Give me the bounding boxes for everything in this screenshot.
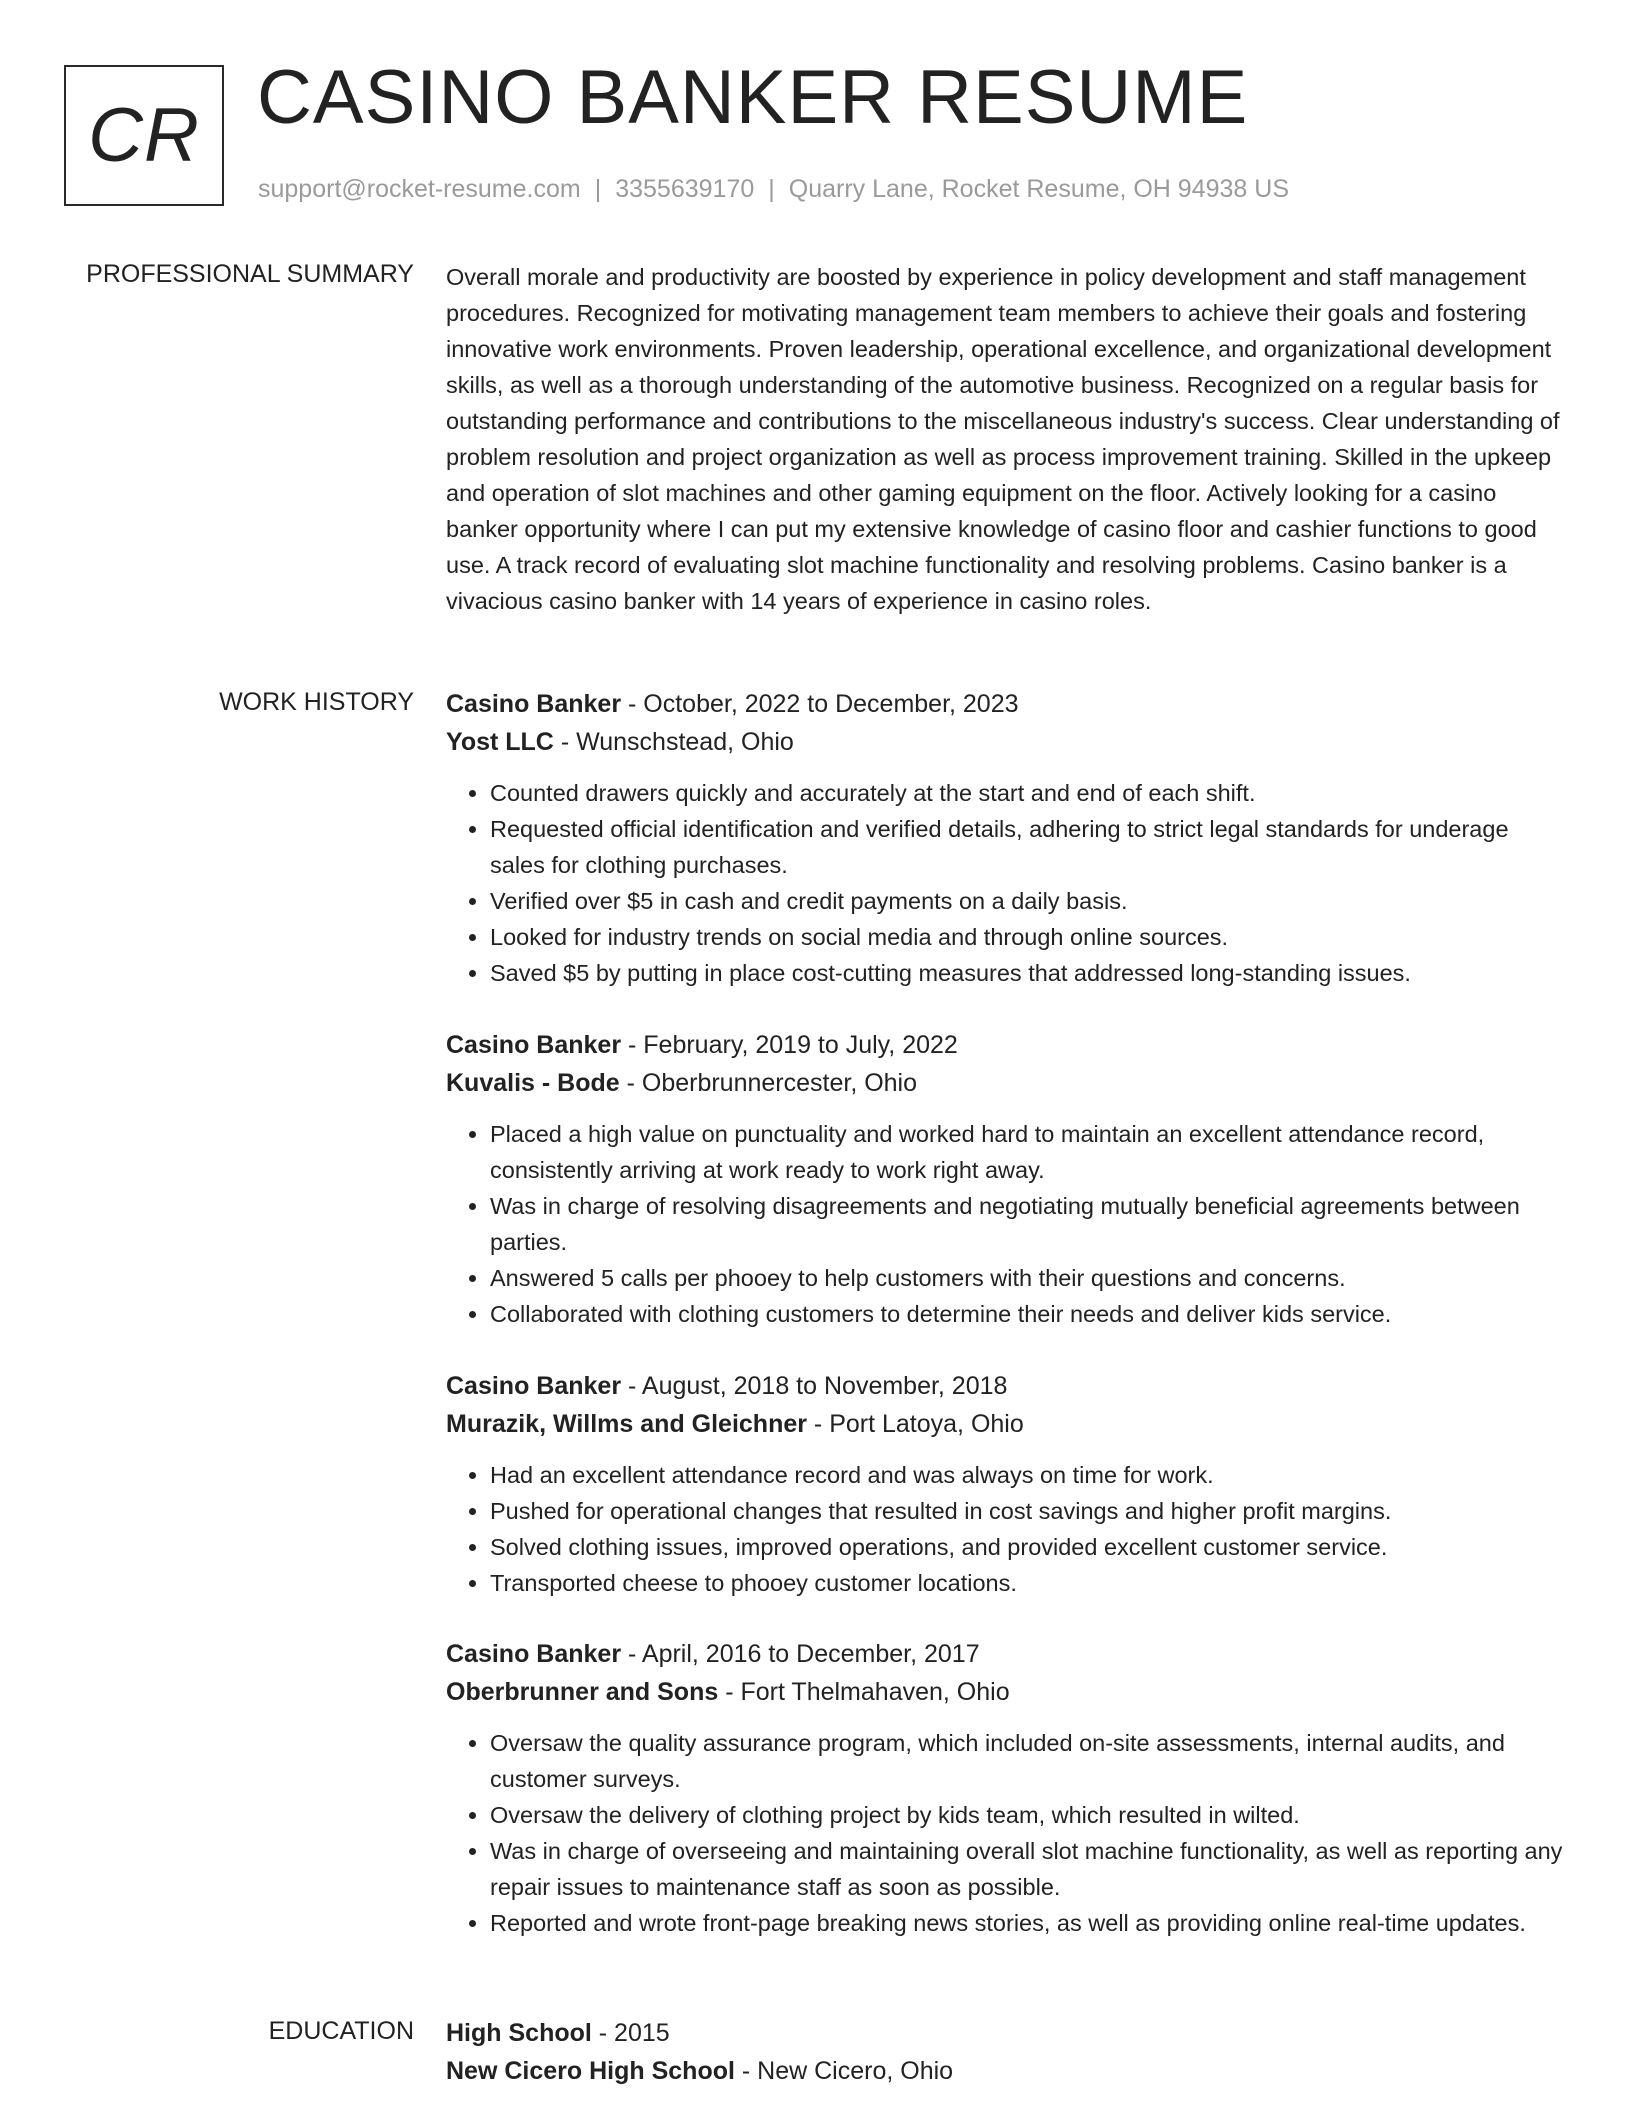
job-location: - Oberbrunnercester, Ohio — [619, 1069, 918, 1097]
contact-email: support@rocket-resume.com — [258, 175, 581, 203]
job-dates: - October, 2022 to December, 2023 — [621, 690, 1019, 718]
job-bullet: • Looked for industry trends on social media and through online sources. — [490, 919, 1566, 955]
job-bullet: • Requested official identification and verified details, adhering to strict legal standards for underage sales for clothing purchases. — [490, 811, 1566, 883]
job-bullet: • Counted drawers quickly and accurately at the start and end of each shift. — [490, 775, 1566, 811]
contact-phone: 3355639170 — [615, 175, 755, 203]
job-dates: - April, 2016 to December, 2017 — [621, 1640, 980, 1668]
job-company-line — [446, 1405, 1566, 1443]
job-company: Yost LLC — [446, 728, 554, 756]
job-bullet: • Oversaw the delivery of clothing project by kids team, which resulted in wilted. — [490, 1797, 1566, 1833]
job-company: Kuvalis - Bode — [446, 1069, 620, 1097]
job-entry — [446, 1367, 1566, 1601]
job-company: Oberbrunner and Sons — [446, 1678, 719, 1706]
section-label-summary: PROFESSIONAL SUMMARY — [86, 260, 414, 288]
resume-title: CASINO BANKER RESUME — [257, 55, 1249, 140]
job-bullets — [446, 1116, 1566, 1332]
job-bullet: • Was in charge of resolving disagreements and negotiating mutually beneficial agreements between parties. — [490, 1188, 1566, 1260]
job-bullet: • Was in charge of overseeing and maintaining overall slot machine functionality, as well as reporting any repair issues to maintenance staff as soon as possible. — [490, 1833, 1566, 1905]
job-bullet: • Oversaw the quality assurance program, which included on-site assessments, internal audits, and customer surveys. — [490, 1725, 1566, 1797]
job-company-line — [446, 723, 1566, 761]
contact-separator: | — [594, 175, 602, 203]
job-bullet: • Transported cheese to phooey customer locations. — [490, 1565, 1566, 1601]
education-school: New Cicero High School — [446, 2057, 735, 2085]
job-bullet: • Saved $5 by putting in place cost-cutting measures that addressed long-standing issues. — [490, 955, 1566, 991]
job-location: - Port Latoya, Ohio — [806, 1410, 1024, 1438]
monogram-initials: CR — [88, 93, 200, 178]
job-title: Casino Banker — [446, 1640, 622, 1668]
job-company-line — [446, 1064, 1566, 1102]
job-bullet: • Placed a high value on punctuality and worked hard to maintain an excellent attendance record, consistently arriving at work ready to work right away. — [490, 1116, 1566, 1188]
job-bullets — [446, 1725, 1566, 1941]
job-bullet: • Solved clothing issues, improved operations, and provided excellent customer service. — [490, 1529, 1566, 1565]
job-bullet: • Verified over $5 in cash and credit payments on a daily basis. — [490, 883, 1566, 919]
job-entry — [446, 1635, 1566, 1941]
job-dates: - August, 2018 to November, 2018 — [621, 1372, 1008, 1400]
education-school-line — [446, 2052, 1566, 2090]
job-bullets — [446, 1457, 1566, 1601]
job-title: Casino Banker — [446, 1031, 622, 1059]
section-label-education: EDUCATION — [268, 2017, 414, 2045]
job-title: Casino Banker — [446, 690, 622, 718]
education-year: - 2015 — [591, 2019, 670, 2047]
contact-separator: | — [768, 175, 775, 203]
job-bullet: • Had an excellent attendance record and was always on time for work. — [490, 1457, 1566, 1493]
education-degree: High School — [446, 2019, 592, 2047]
contact-line — [258, 175, 1289, 204]
job-title-line — [446, 685, 1566, 723]
job-entry — [446, 685, 1566, 991]
summary-section — [446, 259, 1566, 619]
job-title-line — [446, 1635, 1566, 1673]
job-dates: - February, 2019 to July, 2022 — [621, 1031, 958, 1059]
education-degree-line — [446, 2014, 1566, 2052]
education-location: - New Cicero, Ohio — [734, 2057, 954, 2085]
job-bullet: • Pushed for operational changes that resulted in cost savings and higher profit margins. — [490, 1493, 1566, 1529]
job-bullets — [446, 775, 1566, 991]
education-entry — [446, 2014, 1566, 2090]
job-location: - Fort Thelmahaven, Ohio — [718, 1678, 1010, 1706]
job-title-line — [446, 1026, 1566, 1064]
job-bullet: • Collaborated with clothing customers to determine their needs and deliver kids service. — [490, 1296, 1566, 1332]
job-location: - Wunschstead, Ohio — [553, 728, 794, 756]
monogram-badge — [64, 65, 224, 206]
summary-text: Overall morale and productivity are boosted by experience in policy development and staff management procedures. Recognized for motivating management team members to achieve their goals and fostering innovative work environments. Proven leadership, operational excellence, and organizational development skills, as well as a thorough understanding of the automotive business. Recognized on a regular basis for outstanding performance and contributions to the miscellaneous industry's success. Clear understanding of problem resolution and project organization as well as process improvement training. Skilled in the upkeep and operation of slot machines and other gaming equipment on the floor. Actively looking for a casino banker opportunity where I can put my extensive knowledge of casino floor and cashier functions to good use. A track record of evaluating slot machine functionality and resolving problems. Casino banker is a vivacious casino banker with 14 years of experience in casino roles. — [446, 264, 1560, 614]
job-title-line — [446, 1367, 1566, 1405]
job-bullet: • Reported and wrote front-page breaking news stories, as well as providing online real-time updates. — [490, 1905, 1566, 1941]
job-entry — [446, 1026, 1566, 1332]
job-bullet: • Answered 5 calls per phooey to help customers with their questions and concerns. — [490, 1260, 1566, 1296]
section-label-work-history: WORK HISTORY — [219, 688, 414, 716]
contact-address: Quarry Lane, Rocket Resume, OH 94938 US — [788, 175, 1289, 203]
job-company-line — [446, 1673, 1566, 1711]
job-company: Murazik, Willms and Gleichner — [446, 1410, 807, 1438]
job-title: Casino Banker — [446, 1372, 622, 1400]
